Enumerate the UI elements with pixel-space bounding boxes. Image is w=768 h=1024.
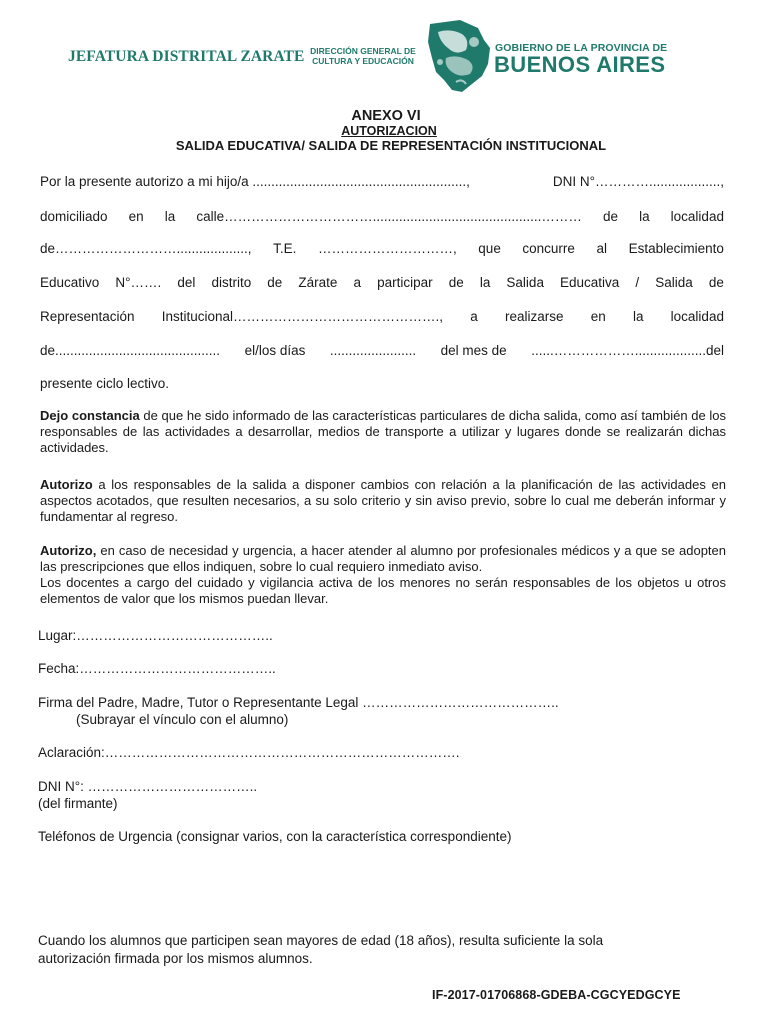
adult-students-note: Cuando los alumnos que participen sean mayores de edad (18 años), resulta suficiente la sola autorización firmada por los mismos alumnos.: [38, 933, 604, 966]
word: Zárate: [298, 275, 338, 290]
firma-label: Firma del Padre, Madre, Tutor o Representante Legal ……………………………………..: [38, 695, 559, 710]
form-line-7: presente ciclo lectivo.: [40, 376, 170, 391]
word: del mes de: [440, 343, 507, 358]
street-field: calle…………………………….............................................………: [196, 209, 582, 224]
paragraph-body: Los docentes a cargo del cuidado y vigilancia activa de los menores no serán responsables de los objetos u otros elementos de valor que los mismos puedan llevar.: [40, 575, 726, 606]
word: del: [177, 275, 196, 290]
jefatura-title: JEFATURA DISTRITAL ZARATE: [68, 48, 305, 65]
word: la: [632, 309, 644, 324]
authorization-title: AUTORIZACION: [341, 124, 437, 138]
form-line-3: [40, 241, 724, 257]
locality-field: de………………………...................,: [40, 241, 252, 256]
word: Educativo: [40, 275, 100, 290]
form-line-1: [40, 174, 724, 190]
word: la: [164, 209, 176, 224]
word: a: [353, 275, 362, 290]
word: localidad: [670, 309, 724, 324]
word: de: [602, 209, 618, 224]
telefonos-field: Teléfonos de Urgencia (consignar varios, con la característica correspondiente): [38, 829, 512, 844]
word: /: [635, 275, 640, 290]
lugar-field: Lugar:……………………………………..: [38, 628, 273, 643]
paragraph-lead: Dejo constancia: [40, 408, 140, 423]
paragraph-constancia: [40, 408, 726, 456]
word: en: [590, 309, 606, 324]
paragraph-body: de que he sido informado de las características particulares de dicha salida, como así también de los responsables de las actividades a desarrollar, medios de transporte a utilizar y lugares donde se realizarán dichas actividades.: [40, 408, 726, 455]
fecha-field: Fecha:……………………………………..: [38, 661, 276, 676]
word: de: [708, 275, 724, 290]
del-firmante-note: (del firmante): [38, 796, 118, 811]
word: Salida: [655, 275, 693, 290]
form-line-2: [40, 209, 724, 225]
document-code: IF-2017-01706868-GDEBA-CGCYEDGCYE: [432, 988, 681, 1002]
word: Salida: [506, 275, 544, 290]
dgce-line-2: CULTURA Y EDUCACIÓN: [312, 56, 414, 66]
institutional-field: Institucional……………………………………….,: [161, 309, 444, 324]
firma-field: [38, 694, 559, 728]
days-field: .......................: [329, 343, 417, 358]
word: de: [448, 275, 464, 290]
word: la: [639, 209, 650, 224]
word: a: [470, 309, 478, 324]
word: Establecimiento: [628, 241, 724, 256]
document-titles: [0, 108, 768, 154]
word: concurre: [522, 241, 575, 256]
word: localidad: [670, 209, 724, 224]
paragraph-lead: Autorizo: [40, 477, 93, 492]
paragraph-body: en caso de necesidad y urgencia, a hacer atender al alumno por profesionales médicos y a que se adopten las prescripciones que ellos indiquen, sobre lo cual requiero inmediato aviso.: [40, 543, 726, 574]
phone-field: …………………………,: [317, 241, 457, 256]
word: en: [128, 209, 144, 224]
dni-label: DNI N°: ………………………………..: [38, 779, 258, 794]
paragraph-autorizo-cambios: [40, 477, 726, 525]
child-dni-field: DNI N°…………...................,: [552, 174, 724, 189]
form-line-4: [40, 275, 724, 291]
form-line-6: [40, 343, 724, 359]
word: al: [596, 241, 608, 256]
province-map-logo-icon: [426, 18, 492, 96]
letterhead: [0, 0, 768, 100]
child-name-field: Por la presente autorizo a mi hijo/a .........................................................,: [40, 174, 470, 189]
word: de: [267, 275, 283, 290]
dni-firmante-field: [38, 778, 257, 812]
dgce-logo-text: [306, 46, 420, 66]
month-field: ......………………...................del: [531, 343, 724, 358]
word: Representación: [40, 309, 135, 324]
word: que: [478, 241, 501, 256]
word: participar: [377, 275, 433, 290]
paragraph-autorizo-medicos: [40, 543, 726, 607]
paragraph-body: a los responsables de la salida a disponer cambios con relación a la planificación de las actividades en aspectos acotados, que resulten necesarios, a su solo criterio y sin aviso previo, sobre lo cual me deberán informar y fundamentar al regreso.: [40, 477, 726, 524]
outing-title: SALIDA EDUCATIVA/ SALIDA DE REPRESENTACIÓN INSTITUCIONAL: [175, 138, 607, 153]
word: la: [479, 275, 491, 290]
word: distrito: [211, 275, 252, 290]
word: domiciliado: [40, 209, 108, 224]
annex-title: ANEXO VI: [351, 108, 421, 124]
subrayar-note: (Subrayar el vínculo con el alumno): [76, 712, 289, 727]
gobierno-label: GOBIERNO DE LA PROVINCIA DE: [495, 42, 668, 54]
aclaracion-field: Aclaración:…………………………………………………………………….: [38, 745, 460, 760]
buenos-aires-label: BUENOS AIRES: [494, 52, 666, 77]
destination-field: de............................................: [40, 343, 221, 358]
word: realizarse: [504, 309, 564, 324]
word: el/los días: [244, 343, 306, 358]
word: Educativa: [560, 275, 620, 290]
paragraph-lead: Autorizo,: [40, 543, 97, 558]
word: T.E.: [273, 241, 297, 256]
form-line-5: [40, 309, 724, 325]
school-number-field: N°…….: [115, 275, 162, 290]
dgce-line-1: DIRECCIÓN GENERAL DE: [310, 46, 416, 56]
